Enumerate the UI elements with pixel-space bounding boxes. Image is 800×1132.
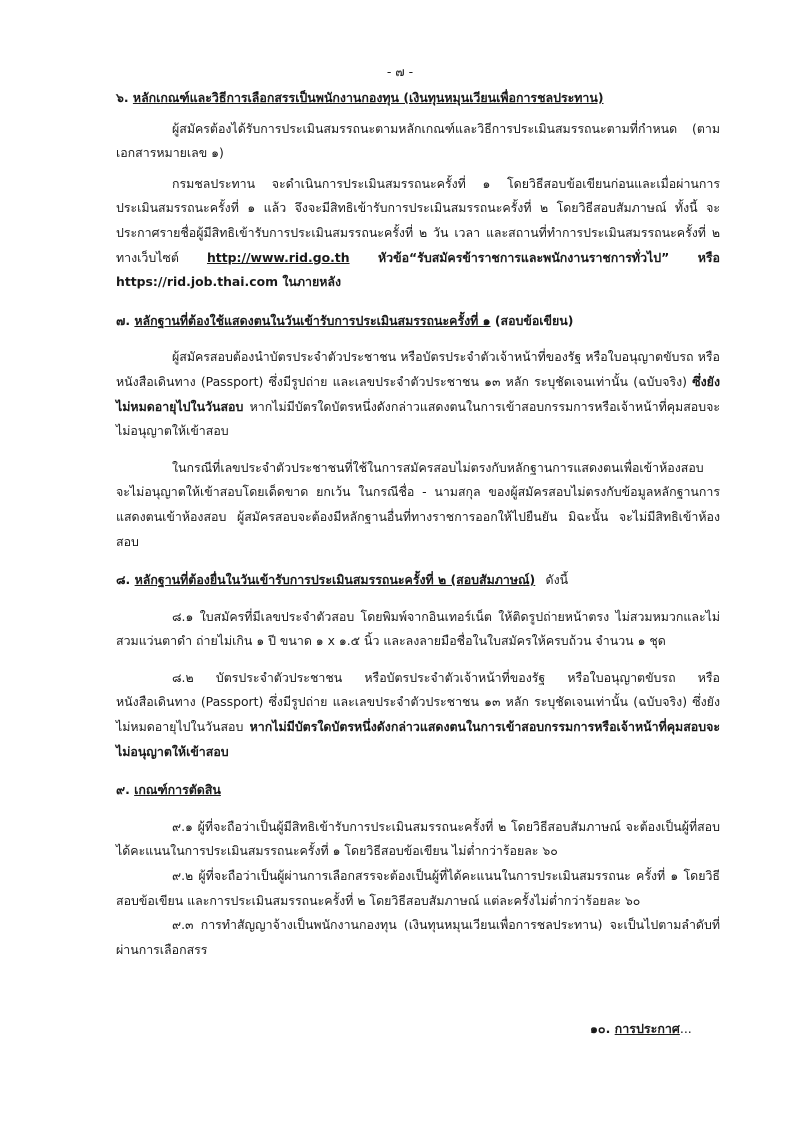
document-body [116,86,720,962]
section-8-item-2 [116,666,720,764]
next-section-number: ๑๐. [590,1021,611,1036]
section-7-paragraph-1-tail: หากไม่มีบัตรใดบัตรหนึ่งดังกล่าวแสดงตนในการเข้าสอบกรรมการหรือเจ้าหน้าที่คุมสอบจะไม่อนุญาตให้เข้าสอบ [116,398,720,439]
section-7-paragraph-2: ในกรณีที่เลขประจำตัวประชาชนที่ใช้ในการสมัครสอบไม่ตรงกับหลักฐานการแสดงตนเพื่อเข้าห้องสอบ จะไม่อนุญาตให้เข้าสอบโดยเด็ดขาด ยกเว้น ในกรณีชื่อ - นามสกุล ของผู้สมัครสอบไม่ตรงกับข้อมูลหลักฐานการแสดงตนเข้าห้องสอบ ผู้สมัครสอบจะต้องมีหลักฐานอื่นที่ทางราชการออกให้ไปยืนยัน มิฉะนั้น จะไม่มีสิทธิเข้าห้องสอบ [116,459,720,549]
section-9-item-2: ๙.๒ ผู้ที่จะถือว่าเป็นผู้ผ่านการเลือกสรรจะต้องเป็นผู้ที่ได้คะแนนในการประเมินสมรรถนะ ครั้งที่ ๑ โดยวิธีสอบข้อเขียน และการประเมินสมรรถนะครั้งที่ ๒ โดยวิธีสอบสัมภาษณ์ แต่ละครั้งไม่ต่ำกว่าร้อยละ ๖๐ [116,868,720,908]
section-9-item-3: ๙.๓ การทำสัญญาจ้างเป็นพนักงานกองทุน (เงินทุนหมุนเวียนเพื่อการชลประทาน) จะเป็นไปตามลำดับที่ผ่านการเลือกสรร [116,917,720,957]
section-7-number: ๗. [116,312,131,328]
section-6-title: หลักเกณฑ์และวิธีการเลือกสรรเป็นพนักงานกองทุน (เงินทุนหมุนเวียนเพื่อการชลประทาน) [132,90,604,105]
section-8-item-2-bold: หากไม่มีบัตรใดบัตรหนึ่งดังกล่าวแสดงตนในการเข้าสอบกรรมการหรือเจ้าหน้าที่คุมสอบจะไม่อนุญาตให้เข้าสอบ [116,719,720,759]
section-6-paragraph-2 [116,172,720,295]
page-number: - ๗ - [386,64,414,79]
section-8-number: ๘. [116,572,131,588]
section-7 [116,309,720,554]
next-page-continuation [590,1019,692,1039]
section-7-paragraph-1-bold: ซึ่งยังไม่หมดอายุไปในวันสอบ [116,373,720,414]
section-8 [116,568,720,764]
section-9-heading [116,778,720,803]
rid-website-link[interactable]: http://www.rid.go.th [206,249,350,265]
section-7-heading [116,309,720,334]
section-9-item-1: ๙.๑ ผู้ที่จะถือว่าเป็นผู้มีสิทธิเข้ารับการประเมินสมรรถนะครั้งที่ ๒ โดยวิธีสอบสัมภาษณ์ จะต้องเป็นผู้ที่สอบได้คะแนนในการประเมินสมรรถนะครั้งที่ ๑ โดยวิธีสอบข้อเขียน ไม่ต่ำกว่าร้อยละ ๖๐ [116,818,720,859]
section-8-title-after: ดังนี้ [545,572,569,588]
section-8-heading [116,568,720,593]
section-6-paragraph-1: ผู้สมัครต้องได้รับการประเมินสมรรถนะตามหลักเกณฑ์และวิธีการประเมินสมรรถนะตามที่กำหนด (ตามเอกสารหมายเลข ๑) [116,120,720,161]
section-9-title: เกณฑ์การตัดสิน [134,782,221,798]
section-6-heading [116,86,720,111]
next-section-title: การประกาศ [614,1021,680,1036]
section-6-paragraph-2-text: กรมชลประทาน จะดำเนินการประเมินสมรรถนะครั้งที่ ๑ โดยวิธีสอบข้อเขียนก่อนและเมื่อผ่านการประเมินสมรรถนะครั้งที่ ๑ แล้ว จึงจะมีสิทธิเข้ารับการประเมินสมรรถนะครั้งที่ ๒ โดยวิธีสอบสัมภาษณ์ ทั้งนี้ จะประกาศรายชื่อผู้มีสิทธิเข้ารับการประเมินสมรรถนะครั้งที่ ๒ วัน เวลา และสถานที่ทำการประเมินสมรรถนะครั้งที่ ๒ ทางเว็บไซต์ [116,175,720,265]
section-6-paragraph-2-bold: หัวข้อ“รับสมัครข้าราชการและพนักงานราชการทั่วไป” หรือ https://rid.job.thai.com ในภายหลัง [116,249,720,290]
section-8-item-1: ๘.๑ ใบสมัครที่มีเลขประจำตัวสอบ โดยพิมพ์จากอินเทอร์เน็ต ให้ติดรูปถ่ายหน้าตรง ไม่สวมหมวกและไม่สวมแว่นตาดำ ถ่ายไม่เกิน ๑ ปี ขนาด ๑ x ๑.๕ นิ้ว และลงลายมือชื่อในใบสมัครให้ครบถ้วน จำนวน ๑ ชุด [116,608,720,649]
section-9-number: ๙. [116,782,130,798]
section-8-title: หลักฐานที่ต้องยื่นในวันเข้ารับการประเมินสมรรถนะครั้งที่ ๒ (สอบสัมภาษณ์) [134,572,536,588]
section-8-item-2-text: ๘.๒ บัตรประจำตัวประชาชน หรือบัตรประจำตัวเจ้าหน้าที่ของรัฐ หรือใบอนุญาตขับรถ หรือหนังสือเดินทาง (Passport) ซึ่งมีรูปถ่าย และเลขประจำตัวประชาชน ๑๓ หลัก ระบุชัดเจนเท่านั้น (ฉบับจริง) ซึ่งยังไม่หมดอายุไปในวันสอบ [116,669,720,735]
section-7-title-suffix: (สอบข้อเขียน) [490,312,574,328]
section-9 [116,778,720,962]
section-7-paragraph-1-text: ผู้สมัครสอบต้องนำบัตรประจำตัวประชาชน หรือบัตรประจำตัวเจ้าหน้าที่ของรัฐ หรือใบอนุญาตขับรถ หรือหนังสือเดินทาง (Passport) ซึ่งมีรูปถ่าย และเลขประจำตัวประชาชน ๑๓ หลัก ระบุชัดเจนเท่านั้น (ฉบับจริง) [116,349,720,389]
section-7-paragraph-1 [116,345,720,443]
section-6-number: ๖. [116,90,129,105]
section-7-title: หลักฐานที่ต้องใช้แสดงตนในวันเข้ารับการประเมินสมรรถนะครั้งที่ ๑ [134,312,491,328]
section-6 [116,86,720,295]
continuation-dots: ... [679,1021,692,1036]
